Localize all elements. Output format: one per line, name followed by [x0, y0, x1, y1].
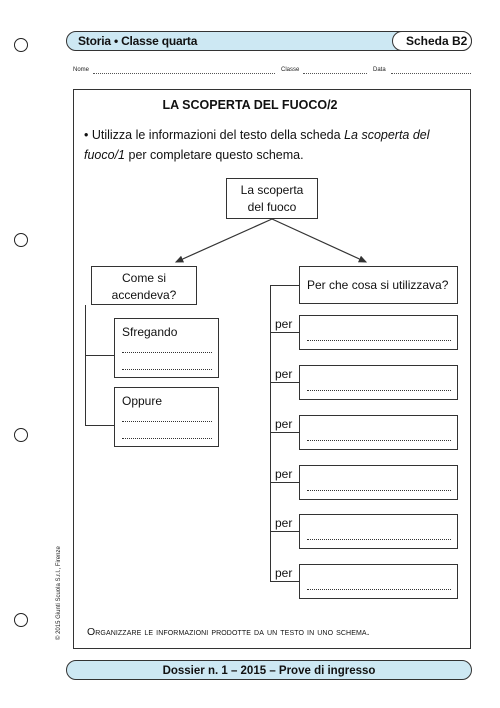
connector-line [85, 355, 115, 356]
per-label: per [275, 367, 293, 381]
class-label: Classe [281, 67, 300, 73]
answer-box-sfregando[interactable]: Sfregando [114, 318, 219, 378]
use-box-4[interactable] [299, 465, 458, 500]
name-label: Nome [73, 67, 90, 73]
connector-line [270, 285, 300, 286]
use-box-2[interactable] [299, 365, 458, 400]
per-label: per [275, 467, 293, 481]
per-label: per [275, 566, 293, 580]
right-question-node: Per che cosa si utilizzava? [299, 266, 458, 304]
copyright-text: © 2015 Giunti Scuola S.r.l., Firenze [56, 546, 62, 640]
use-box-5[interactable] [299, 514, 458, 549]
dossier-label: Dossier n. 1 – 2015 – Prove di ingresso [162, 665, 376, 677]
connector-line [85, 305, 86, 425]
use-box-3[interactable] [299, 415, 458, 450]
subject-label: Storia • Classe quarta [78, 34, 198, 48]
use-box-1[interactable] [299, 315, 458, 350]
objective-note: Organizzare le informazioni prodotte da un testo in uno schema. [87, 626, 370, 638]
per-label: per [275, 417, 293, 431]
left-question-node: Come si accendeva? [91, 266, 197, 305]
per-label: per [275, 516, 293, 530]
sheet-label: Scheda B2 [406, 34, 468, 48]
root-node: La scoperta del fuoco [226, 178, 318, 219]
connector-line [85, 425, 115, 426]
per-label: per [275, 317, 293, 331]
instruction-reference: La scoperta del fuoco/1 [84, 128, 430, 162]
footer-bar [66, 660, 472, 680]
use-box-6[interactable] [299, 564, 458, 599]
date-label: Data [373, 67, 386, 73]
worksheet-title: LA SCOPERTA DEL FUOCO/2 [162, 98, 338, 112]
answer-box-oppure[interactable]: Oppure [114, 387, 219, 447]
instruction-text: • Utilizza le informazioni del testo della scheda La scoperta del fuoco/1 per completare questo schema. [84, 128, 430, 162]
